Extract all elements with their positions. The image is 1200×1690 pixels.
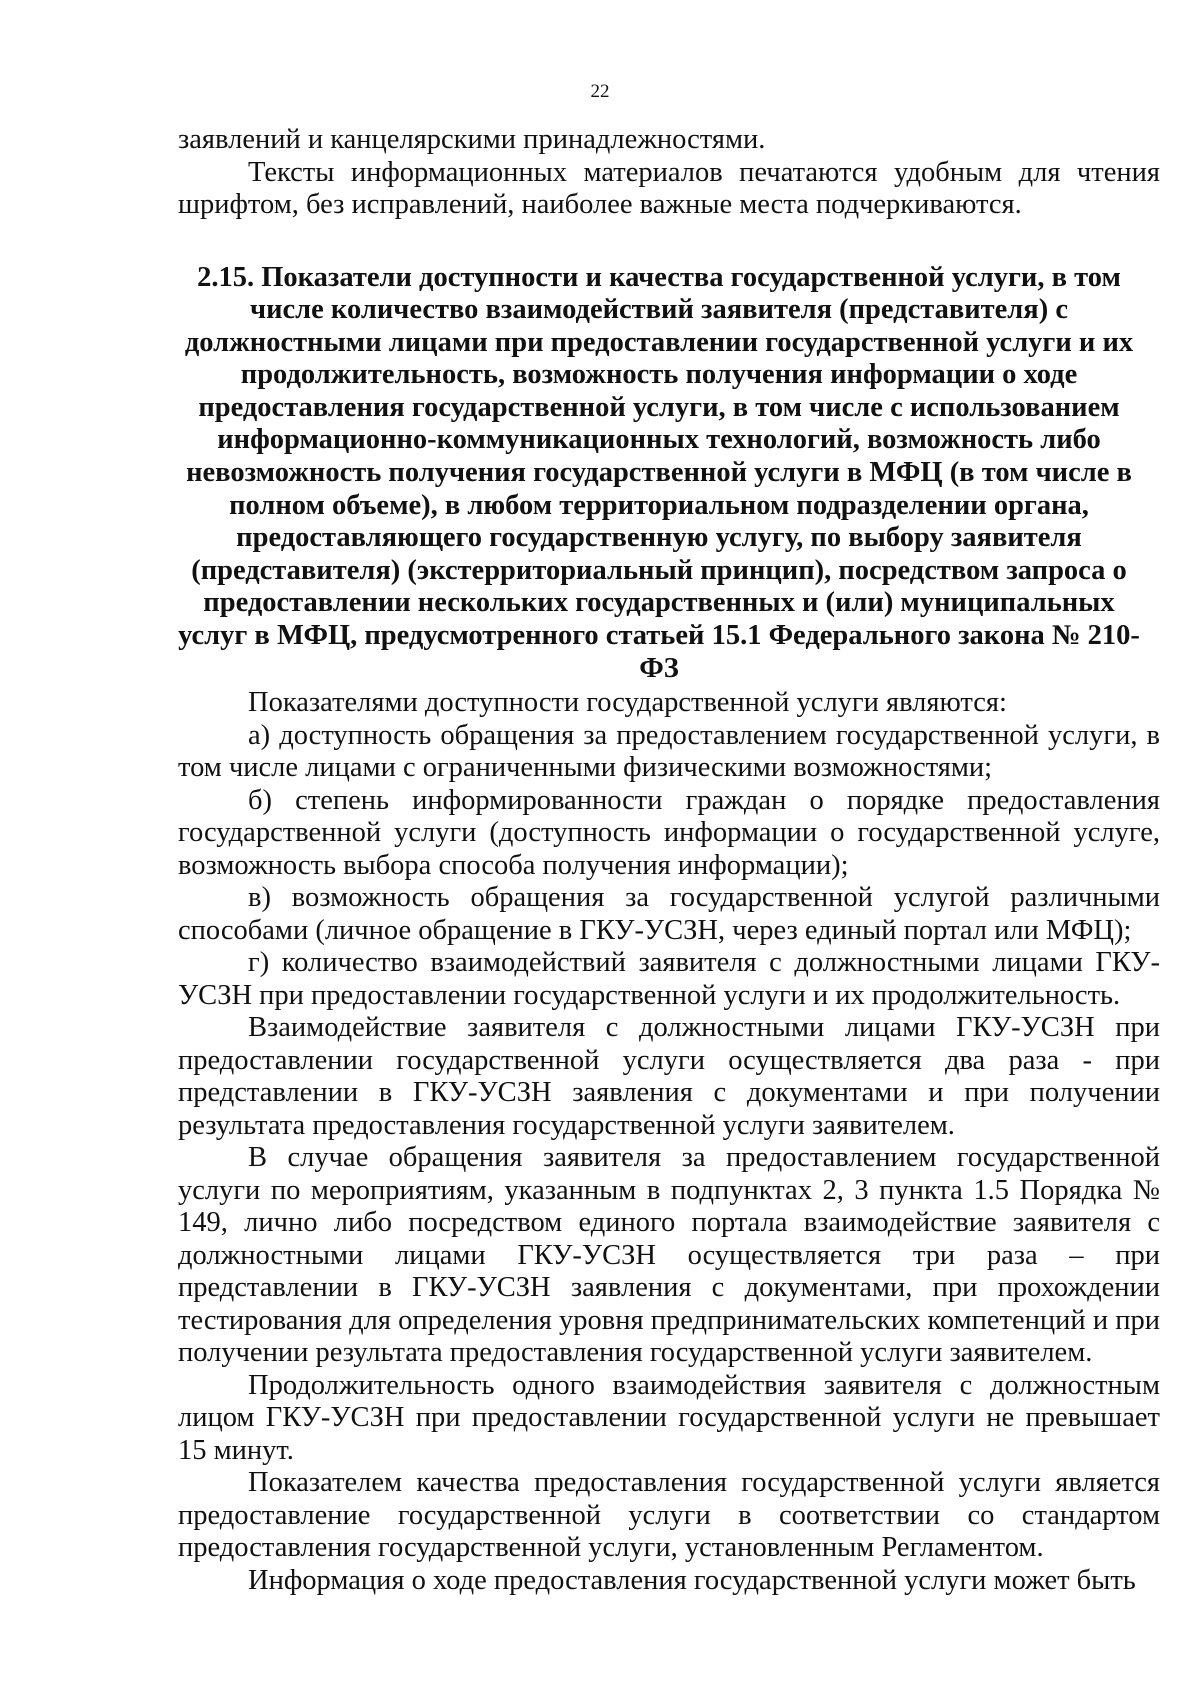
paragraph-item-b: б) степень информированности граждан о порядке предоставления государственной услуги (доступность информации о государственной услуге, возможность выбора способа получения информации); — [178, 784, 1160, 881]
paragraph-indicators-intro: Показателями доступности государственной услуги являются: — [248, 687, 1007, 719]
paragraph-interaction-three-times: В случае обращения заявителя за предоставлением государственной услуги по мероприятиям, указанным в подпунктах 2, 3 пункта 1.5 Порядка № 149, лично либо посредством единого портала взаимодействие заявителя с должностными лицами ГКУ-УСЗН осуществляется три раза – при представлении в ГКУ-УСЗН заявления с документами, при прохождении тестирования для определения уровня предпринимательских компетенций и при получении результата предоставления государственной услуги заявителем. — [178, 1142, 1160, 1369]
paragraph-progress-info: Информация о ходе предоставления государственной услуги может быть — [248, 1564, 1136, 1596]
document-body — [178, 124, 1160, 1597]
paragraph-duration: Продолжительность одного взаимодействия заявителя с должностным лицом ГКУ-УСЗН при предоставлении государственной услуги не превышает 15 минут. — [178, 1369, 1160, 1466]
paragraph-fonts: Тексты информационных материалов печатаются удобным для чтения шрифтом, без исправлений, наиболее важные места подчеркиваются. — [178, 156, 1160, 220]
paragraph-continuation: заявлений и канцелярскими принадлежностями. — [178, 124, 766, 155]
paragraph-quality-indicator: Показателем качества предоставления государственной услуги является предоставление государственной услуги в соответствии со стандартом предоставления государственной услуги, установленным Регламентом. — [178, 1467, 1160, 1564]
paragraph-interaction-twice: Взаимодействие заявителя с должностными лицами ГКУ-УСЗН при предоставлении государственной услуги осуществляется два раза - при представлении в ГКУ-УСЗН заявления с документами и при получении результата предоставления государственной услуги заявителем. — [178, 1012, 1160, 1141]
paragraph-item-a: а) доступность обращения за предоставлением государственной услуги, в том числе лицами с ограниченными физическими возможностями; — [178, 719, 1160, 784]
paragraph-item-g: г) количество взаимодействий заявителя с должностными лицами ГКУ-УСЗН при предоставлении государственной услуги и их продолжительность. — [178, 947, 1160, 1011]
paragraph-item-v: в) возможность обращения за государственной услугой различными способами (личное обращение в ГКУ-УСЗН, через единый портал или МФЦ); — [178, 882, 1160, 946]
section-heading-2-15: 2.15. Показатели доступности и качества государственной услуги, в том числе количество взаимодействий заявителя (представителя) с должностными лицами при предоставлении государственной услуги и их продолжительность, возможность получения информации о ходе предоставления государственной услуги, в том числе с использованием информационно-коммуникационных технологий, возможность либо невозможность получения государственной услуги в МФЦ (в том числе в полном объеме), в любом территориальном подразделении органа, предоставляющего государственную услугу, по выбору заявителя (представителя) (экстерриториальный принцип), посредством запроса о предоставлении нескольких государственных и (или) муниципальных услуг в МФЦ, предусмотренного статьей 15.1 Федерального закона № 210-ФЗ — [178, 261, 1140, 684]
page-number: 22 — [590, 81, 610, 102]
